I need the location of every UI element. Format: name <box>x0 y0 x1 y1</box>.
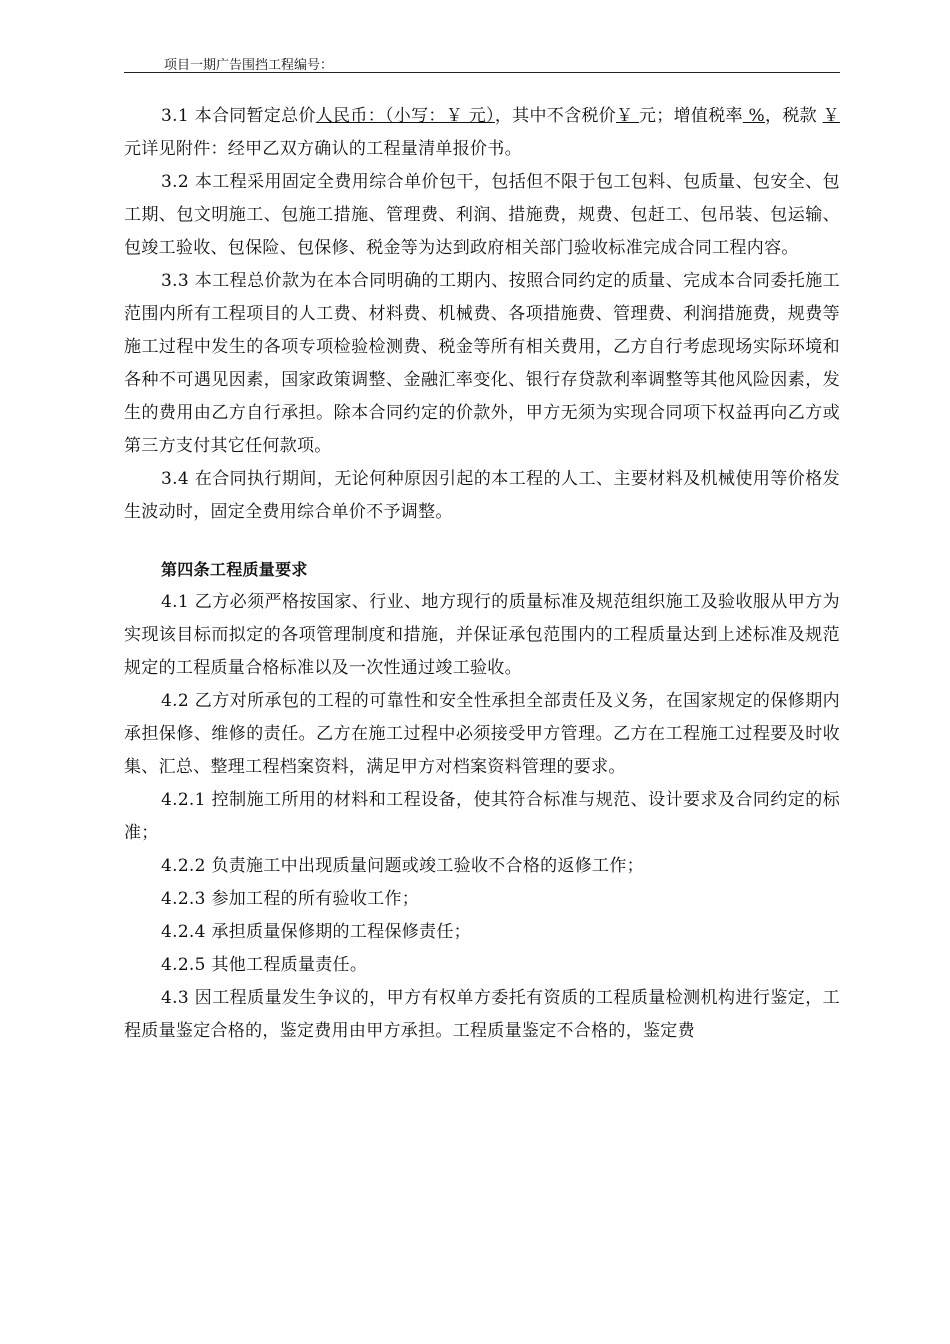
pretax-price-field: ￥ <box>615 106 639 126</box>
clause-3-1-text: 元详见附件：经甲乙双方确认的工程量清单报价书。 <box>124 139 522 159</box>
tax-amount-field: ￥ <box>822 106 840 126</box>
section-gap <box>124 529 840 553</box>
clause-3-1-text: 3.1 本合同暂定总价 <box>161 106 316 126</box>
page-header <box>124 50 840 73</box>
clause-4-2-1: 4.2.1 控制施工所用的材料和工程设备，使其符合标准与规范、设计要求及合同约定的标准； <box>124 790 840 843</box>
clause-4-2-4: 4.2.4 承担质量保修期的工程保修责任； <box>161 922 471 942</box>
clause-3-1-text: ，税款 <box>765 106 823 126</box>
header-project-number: 项目一期广告围挡工程编号： <box>164 58 334 73</box>
clause-4-2: 4.2 乙方对所承包的工程的可靠性和安全性承担全部责任及义务，在国家规定的保修期内承担保修、维修的责任。乙方在施工过程中必须接受甲方管理。乙方在工程施工过程要及时收集、汇总、整理工程档案资料，满足甲方对档案资料管理的要求。 <box>124 691 840 777</box>
clause-3-1-text: 元；增值税率 <box>639 106 743 126</box>
clause-4-2-2: 4.2.2 负责施工中出现质量问题或竣工验收不合格的返修工作； <box>161 856 644 876</box>
clause-3-1 <box>124 100 840 166</box>
clause-4-2-5: 4.2.5 其他工程质量责任。 <box>161 955 368 975</box>
clause-3-4: 3.4 在合同执行期间，无论何种原因引起的本工程的人工、主要材料及机械使用等价格发生波动时，固定全费用综合单价不予调整。 <box>124 469 840 522</box>
clause-4-3: 4.3 因工程质量发生争议的，甲方有权单方委托有资质的工程质量检测机构进行鉴定，工程质量鉴定合格的，鉴定费用由甲方承担。工程质量鉴定不合格的，鉴定费 <box>124 988 840 1041</box>
section-4-heading: 第四条工程质量要求 <box>161 560 308 579</box>
total-price-field: 人民币：（小写：￥ 元） <box>315 106 495 126</box>
clause-3-2: 3.2 本工程采用固定全费用综合单价包干，包括但不限于包工包料、包质量、包安全、包工期、包文明施工、包施工措施、管理费、利润、措施费，规费、包赶工、包吊装、包运输、包竣工验收、包保险、包保修、税金等为达到政府相关部门验收标准完成合同工程内容。 <box>124 172 840 258</box>
clause-4-2-3: 4.2.3 参加工程的所有验收工作； <box>161 889 420 909</box>
vat-rate-field: % <box>742 106 766 126</box>
clause-3-1-text: ，其中不含税价 <box>494 106 616 126</box>
clause-3-3: 3.3 本工程总价款为在本合同明确的工期内、按照合同约定的质量、完成本合同委托施工范围内所有工程项目的人工费、材料费、机械费、各项措施费、管理费、利润措施费，规费等施工过程中发生的各项专项检验检测费、税金等所有相关费用，乙方自行考虑现场实际环境和各种不可遇见因素，国家政策调整、金融汇率变化、银行存贷款利率调整等其他风险因素，发生的费用由乙方自行承担。除本合同约定的价款外，甲方无须为实现合同项下权益再向乙方或第三方支付其它任何款项。 <box>124 271 840 456</box>
contract-body <box>124 100 840 1048</box>
clause-4-1: 4.1 乙方必须严格按国家、行业、地方现行的质量标准及规范组织施工及验收服从甲方为实现该目标而拟定的各项管理制度和措施，并保证承包范围内的工程质量达到上述标准及规范规定的工程质量合格标准以及一次性通过竣工验收。 <box>124 592 840 678</box>
